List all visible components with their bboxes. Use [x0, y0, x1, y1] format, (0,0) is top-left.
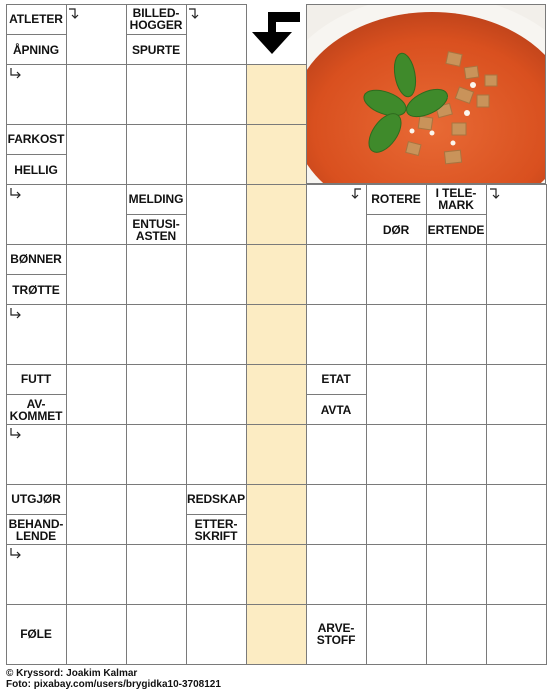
grid-cell[interactable]: [126, 64, 187, 125]
grid-cell[interactable]: [246, 484, 307, 545]
clue-arrow-icon: [8, 66, 24, 82]
grid-cell[interactable]: [66, 604, 127, 665]
grid-cell[interactable]: [366, 604, 427, 665]
clue-avkommet: AV- KOMMET: [6, 394, 66, 424]
grid-cell[interactable]: [246, 364, 307, 425]
grid-cell[interactable]: [186, 544, 247, 605]
clue-melding: MELDING: [128, 192, 184, 206]
grid-cell[interactable]: [66, 424, 127, 485]
clue-behandlende: BEHAND- LENDE: [6, 514, 66, 544]
grid-cell[interactable]: [426, 304, 487, 365]
grid-cell[interactable]: [486, 544, 547, 605]
credit-photo: Foto: pixabay.com/users/brygidka10-3708121: [6, 679, 221, 690]
grid-cell[interactable]: [486, 364, 547, 425]
grid-cell[interactable]: [246, 544, 307, 605]
grid-cell[interactable]: [186, 64, 247, 125]
grid-cell[interactable]: [426, 424, 487, 485]
clue-redskap: REDSKAP: [187, 492, 245, 506]
clue-atleter: ATLETER: [9, 12, 63, 26]
credits: [6, 668, 221, 690]
grid-cell[interactable]: [486, 484, 547, 545]
grid-cell[interactable]: [366, 484, 427, 545]
grid-cell[interactable]: [366, 424, 427, 485]
grid-cell[interactable]: [246, 604, 307, 665]
grid-cell[interactable]: [486, 424, 547, 485]
grid-cell[interactable]: [66, 304, 127, 365]
clue-trotte: TRØTTE: [6, 274, 66, 304]
credit-crossword: © Kryssord: Joakim Kalmar: [6, 668, 138, 679]
grid-cell[interactable]: [486, 604, 547, 665]
grid-cell[interactable]: [126, 364, 187, 425]
grid-cell[interactable]: [426, 484, 487, 545]
grid-cell[interactable]: [126, 244, 187, 305]
grid-cell[interactable]: [366, 544, 427, 605]
clue-bonner: BØNNER: [10, 252, 62, 266]
grid-cell[interactable]: [126, 604, 187, 665]
clue-arrow-icon: [8, 186, 24, 202]
clue-spurte: SPURTE: [126, 34, 186, 64]
grid-cell[interactable]: [246, 424, 307, 485]
clue-arrow-icon: [348, 186, 364, 202]
grid-cell[interactable]: [126, 304, 187, 365]
grid-cell[interactable]: [246, 184, 307, 245]
grid-cell[interactable]: [246, 304, 307, 365]
clue-etat: ETAT: [321, 372, 351, 386]
grid-cell[interactable]: [126, 124, 187, 185]
grid-cell[interactable]: [306, 304, 367, 365]
clue-rotere: ROTERE: [371, 192, 421, 206]
clue-fole: FØLE: [20, 627, 52, 641]
grid-cell[interactable]: [66, 64, 127, 125]
grid-cell[interactable]: [186, 244, 247, 305]
soup-photo: [306, 4, 546, 184]
clue-arrow-icon: [8, 546, 24, 562]
grid-cell[interactable]: [186, 424, 247, 485]
grid-cell[interactable]: [306, 544, 367, 605]
grid-cell[interactable]: [66, 544, 127, 605]
grid-cell[interactable]: [486, 304, 547, 365]
grid-cell[interactable]: [66, 244, 127, 305]
clue-arrow-icon: [67, 6, 83, 22]
grid-cell[interactable]: [186, 604, 247, 665]
grid-cell[interactable]: [426, 544, 487, 605]
clue-ertende: ERTENDE: [426, 214, 486, 244]
clue-arrow-icon: [8, 426, 24, 442]
clue-arrow-icon: [8, 306, 24, 322]
grid-cell[interactable]: [366, 304, 427, 365]
grid-cell[interactable]: [66, 184, 127, 245]
grid-cell[interactable]: [306, 424, 367, 485]
grid-cell[interactable]: [186, 124, 247, 185]
clue-utgjor: UTGJØR: [11, 492, 61, 506]
grid-cell[interactable]: [66, 364, 127, 425]
grid-cell[interactable]: [426, 604, 487, 665]
grid-cell[interactable]: [426, 364, 487, 425]
clue-arrow-icon: [187, 6, 203, 22]
grid-cell[interactable]: [246, 64, 307, 125]
grid-cell[interactable]: [486, 244, 547, 305]
grid-cell[interactable]: [306, 484, 367, 545]
grid-cell[interactable]: [126, 424, 187, 485]
clue-entusiasten: ENTUSI- ASTEN: [126, 214, 186, 244]
grid-cell[interactable]: [66, 484, 127, 545]
grid-cell[interactable]: [186, 364, 247, 425]
grid-cell[interactable]: [126, 484, 187, 545]
grid-cell[interactable]: [366, 244, 427, 305]
clue-farkost: FARKOST: [7, 132, 65, 146]
clue-arvestoff: ARVE- STOFF: [316, 621, 356, 647]
grid-cell[interactable]: [426, 244, 487, 305]
grid-cell[interactable]: [246, 124, 307, 185]
clue-futt: FUTT: [20, 372, 52, 386]
arrow-down-left-icon: [244, 4, 300, 60]
clue-avta: AVTA: [306, 394, 366, 424]
grid-cell[interactable]: [186, 304, 247, 365]
clue-hellig: HELLIG: [6, 154, 66, 184]
grid-cell[interactable]: [186, 184, 247, 245]
clue-apning: ÅPNING: [6, 34, 66, 64]
grid-cell[interactable]: [246, 244, 307, 305]
grid-cell[interactable]: [366, 364, 427, 425]
clue-dor: DØR: [366, 214, 426, 244]
clue-etterskrift: ETTER- SKRIFT: [186, 514, 246, 544]
grid-cell[interactable]: [126, 544, 187, 605]
grid-cell[interactable]: [66, 124, 127, 185]
clue-arrow-icon: [488, 186, 504, 202]
grid-cell[interactable]: [306, 244, 367, 305]
clue-billedhogger: BILLED- HOGGER: [129, 6, 183, 32]
clue-itelemark: I TELE- MARK: [435, 186, 477, 212]
